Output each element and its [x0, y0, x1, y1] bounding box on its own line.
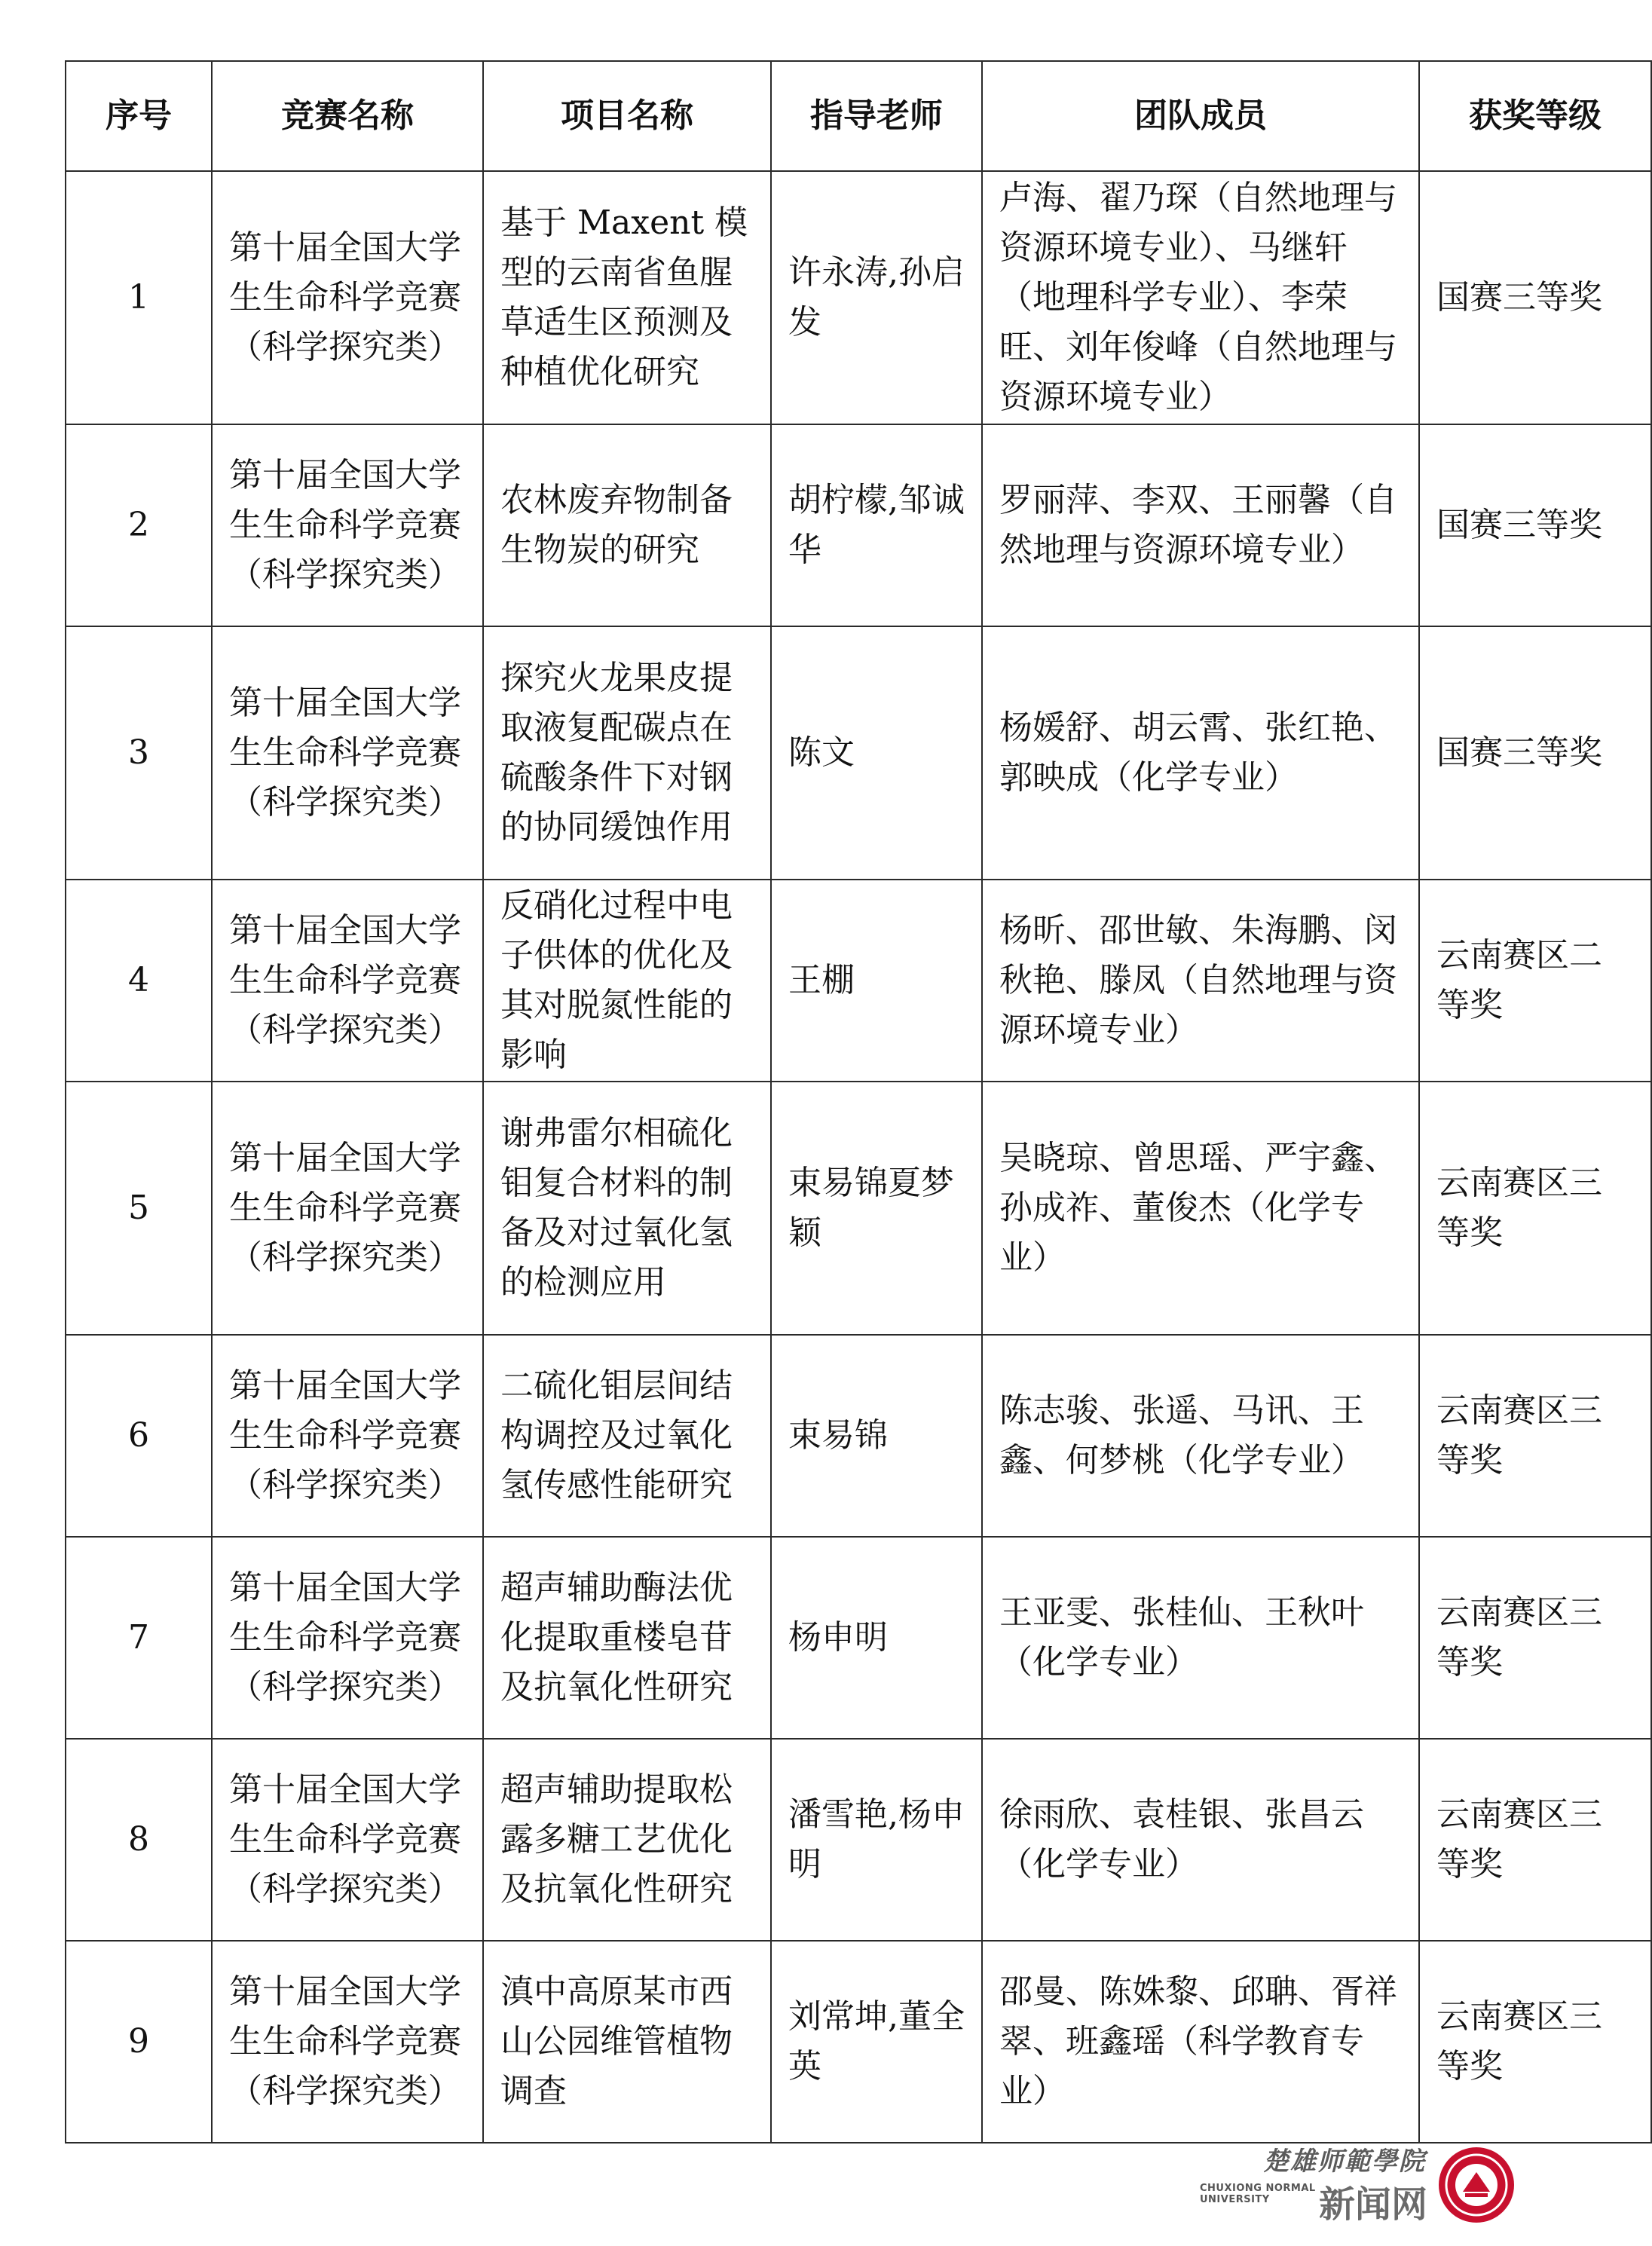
table-row: [66, 1335, 1651, 1537]
cell-members: 罗丽萍、李双、王丽馨（自然地理与资源环境专业）: [982, 424, 1419, 626]
cell-project: 二硫化钼层间结构调控及过氧化氢传感性能研究: [483, 1335, 771, 1537]
cell-award: 云南赛区三等奖: [1419, 1941, 1651, 2143]
awards-table: [65, 60, 1652, 2143]
header-row: [66, 61, 1651, 171]
table-row: [66, 1941, 1651, 2143]
cell-no: 7: [66, 1537, 212, 1739]
table-row: [66, 880, 1651, 1082]
table-row: [66, 1739, 1651, 1941]
cell-members: 吴晓琼、曾思瑶、严宇鑫、孙成祚、董俊杰（化学专业）: [982, 1082, 1419, 1335]
cell-members: 徐雨欣、袁桂银、张昌云（化学专业）: [982, 1739, 1419, 1941]
cell-members: 杨昕、邵世敏、朱海鹏、闵秋艳、滕凤（自然地理与资源环境专业）: [982, 880, 1419, 1082]
cell-award: 国赛三等奖: [1419, 626, 1651, 880]
cell-project: 基于 Maxent 模型的云南省鱼腥草适生区预测及种植优化研究: [483, 171, 771, 424]
cell-members: 陈志骏、张遥、马讯、王鑫、何梦桃（化学专业）: [982, 1335, 1419, 1537]
cell-advisor: 王棚: [771, 880, 982, 1082]
table-row: [66, 424, 1651, 626]
cell-project: 反硝化过程中电子供体的优化及其对脱氮性能的影响: [483, 880, 771, 1082]
news-site-label: 新闻网: [1318, 2183, 1427, 2226]
cell-competition: 第十届全国大学生生命科学竞赛（科学探究类）: [212, 1082, 483, 1335]
cell-advisor: 束易锦: [771, 1335, 982, 1537]
cell-competition: 第十届全国大学生生命科学竞赛（科学探究类）: [212, 1537, 483, 1739]
cell-no: 1: [66, 171, 212, 424]
cell-no: 4: [66, 880, 212, 1082]
school-seal-icon: [1436, 2145, 1516, 2225]
cell-competition: 第十届全国大学生生命科学竞赛（科学探究类）: [212, 626, 483, 880]
cell-project: 超声辅助提取松露多糖工艺优化及抗氧化性研究: [483, 1739, 771, 1941]
cell-competition: 第十届全国大学生生命科学竞赛（科学探究类）: [212, 424, 483, 626]
cell-award: 云南赛区二等奖: [1419, 880, 1651, 1082]
cell-no: 9: [66, 1941, 212, 2143]
header-award: 获奖等级: [1419, 61, 1651, 171]
cell-members: 卢海、翟乃琛（自然地理与资源环境专业）、马继轩（地理科学专业）、李荣旺、刘年俊峰（自然地理与资源环境专业）: [982, 171, 1419, 424]
school-name-cn: 楚雄师範學院: [1263, 2147, 1426, 2177]
school-name-en: CHUXIONG NORMAL UNIVERSITY: [1200, 2183, 1316, 2205]
cell-competition: 第十届全国大学生生命科学竞赛（科学探究类）: [212, 1941, 483, 2143]
cell-advisor: 潘雪艳,杨申明: [771, 1739, 982, 1941]
cell-project: 超声辅助酶法优化提取重楼皂苷及抗氧化性研究: [483, 1537, 771, 1739]
news-site-watermark: [1200, 2134, 1516, 2232]
cell-project: 探究火龙果皮提取液复配碳点在硫酸条件下对钢的协同缓蚀作用: [483, 626, 771, 880]
cell-competition: 第十届全国大学生生命科学竞赛（科学探究类）: [212, 171, 483, 424]
header-members: 团队成员: [982, 61, 1419, 171]
cell-award: 云南赛区三等奖: [1419, 1537, 1651, 1739]
cell-project: 农林废弃物制备生物炭的研究: [483, 424, 771, 626]
header-advisor: 指导老师: [771, 61, 982, 171]
cell-award: 国赛三等奖: [1419, 171, 1651, 424]
table-row: [66, 1082, 1651, 1335]
cell-advisor: 束易锦夏梦颖: [771, 1082, 982, 1335]
cell-advisor: 胡柠檬,邹诚华: [771, 424, 982, 626]
table-header: [66, 61, 1651, 171]
cell-award: 云南赛区三等奖: [1419, 1335, 1651, 1537]
table-row: [66, 171, 1651, 424]
cell-members: 杨媛舒、胡云霄、张红艳、郭映成（化学专业）: [982, 626, 1419, 880]
cell-competition: 第十届全国大学生生命科学竞赛（科学探究类）: [212, 1335, 483, 1537]
cell-no: 6: [66, 1335, 212, 1537]
header-project: 项目名称: [483, 61, 771, 171]
cell-no: 8: [66, 1739, 212, 1941]
table-row: [66, 626, 1651, 880]
cell-advisor: 杨申明: [771, 1537, 982, 1739]
cell-no: 2: [66, 424, 212, 626]
cell-no: 5: [66, 1082, 212, 1335]
cell-award: 云南赛区三等奖: [1419, 1082, 1651, 1335]
cell-members: 邵曼、陈姝黎、邱聃、胥祥翠、班鑫瑶（科学教育专业）: [982, 1941, 1419, 2143]
cell-competition: 第十届全国大学生生命科学竞赛（科学探究类）: [212, 1739, 483, 1941]
cell-no: 3: [66, 626, 212, 880]
cell-members: 王亚雯、张桂仙、王秋叶（化学专业）: [982, 1537, 1419, 1739]
cell-award: 云南赛区三等奖: [1419, 1739, 1651, 1941]
header-no: 序号: [66, 61, 212, 171]
cell-advisor: 陈文: [771, 626, 982, 880]
cell-project: 谢弗雷尔相硫化钼复合材料的制备及对过氧化氢的检测应用: [483, 1082, 771, 1335]
awards-table-container: [65, 60, 1602, 2143]
cell-project: 滇中高原某市西山公园维管植物调查: [483, 1941, 771, 2143]
cell-advisor: 许永涛,孙启发: [771, 171, 982, 424]
table-row: [66, 1537, 1651, 1739]
cell-competition: 第十届全国大学生生命科学竞赛（科学探究类）: [212, 880, 483, 1082]
table-body: [66, 171, 1651, 2143]
cell-advisor: 刘常坤,董全英: [771, 1941, 982, 2143]
cell-award: 国赛三等奖: [1419, 424, 1651, 626]
header-competition: 竞赛名称: [212, 61, 483, 171]
